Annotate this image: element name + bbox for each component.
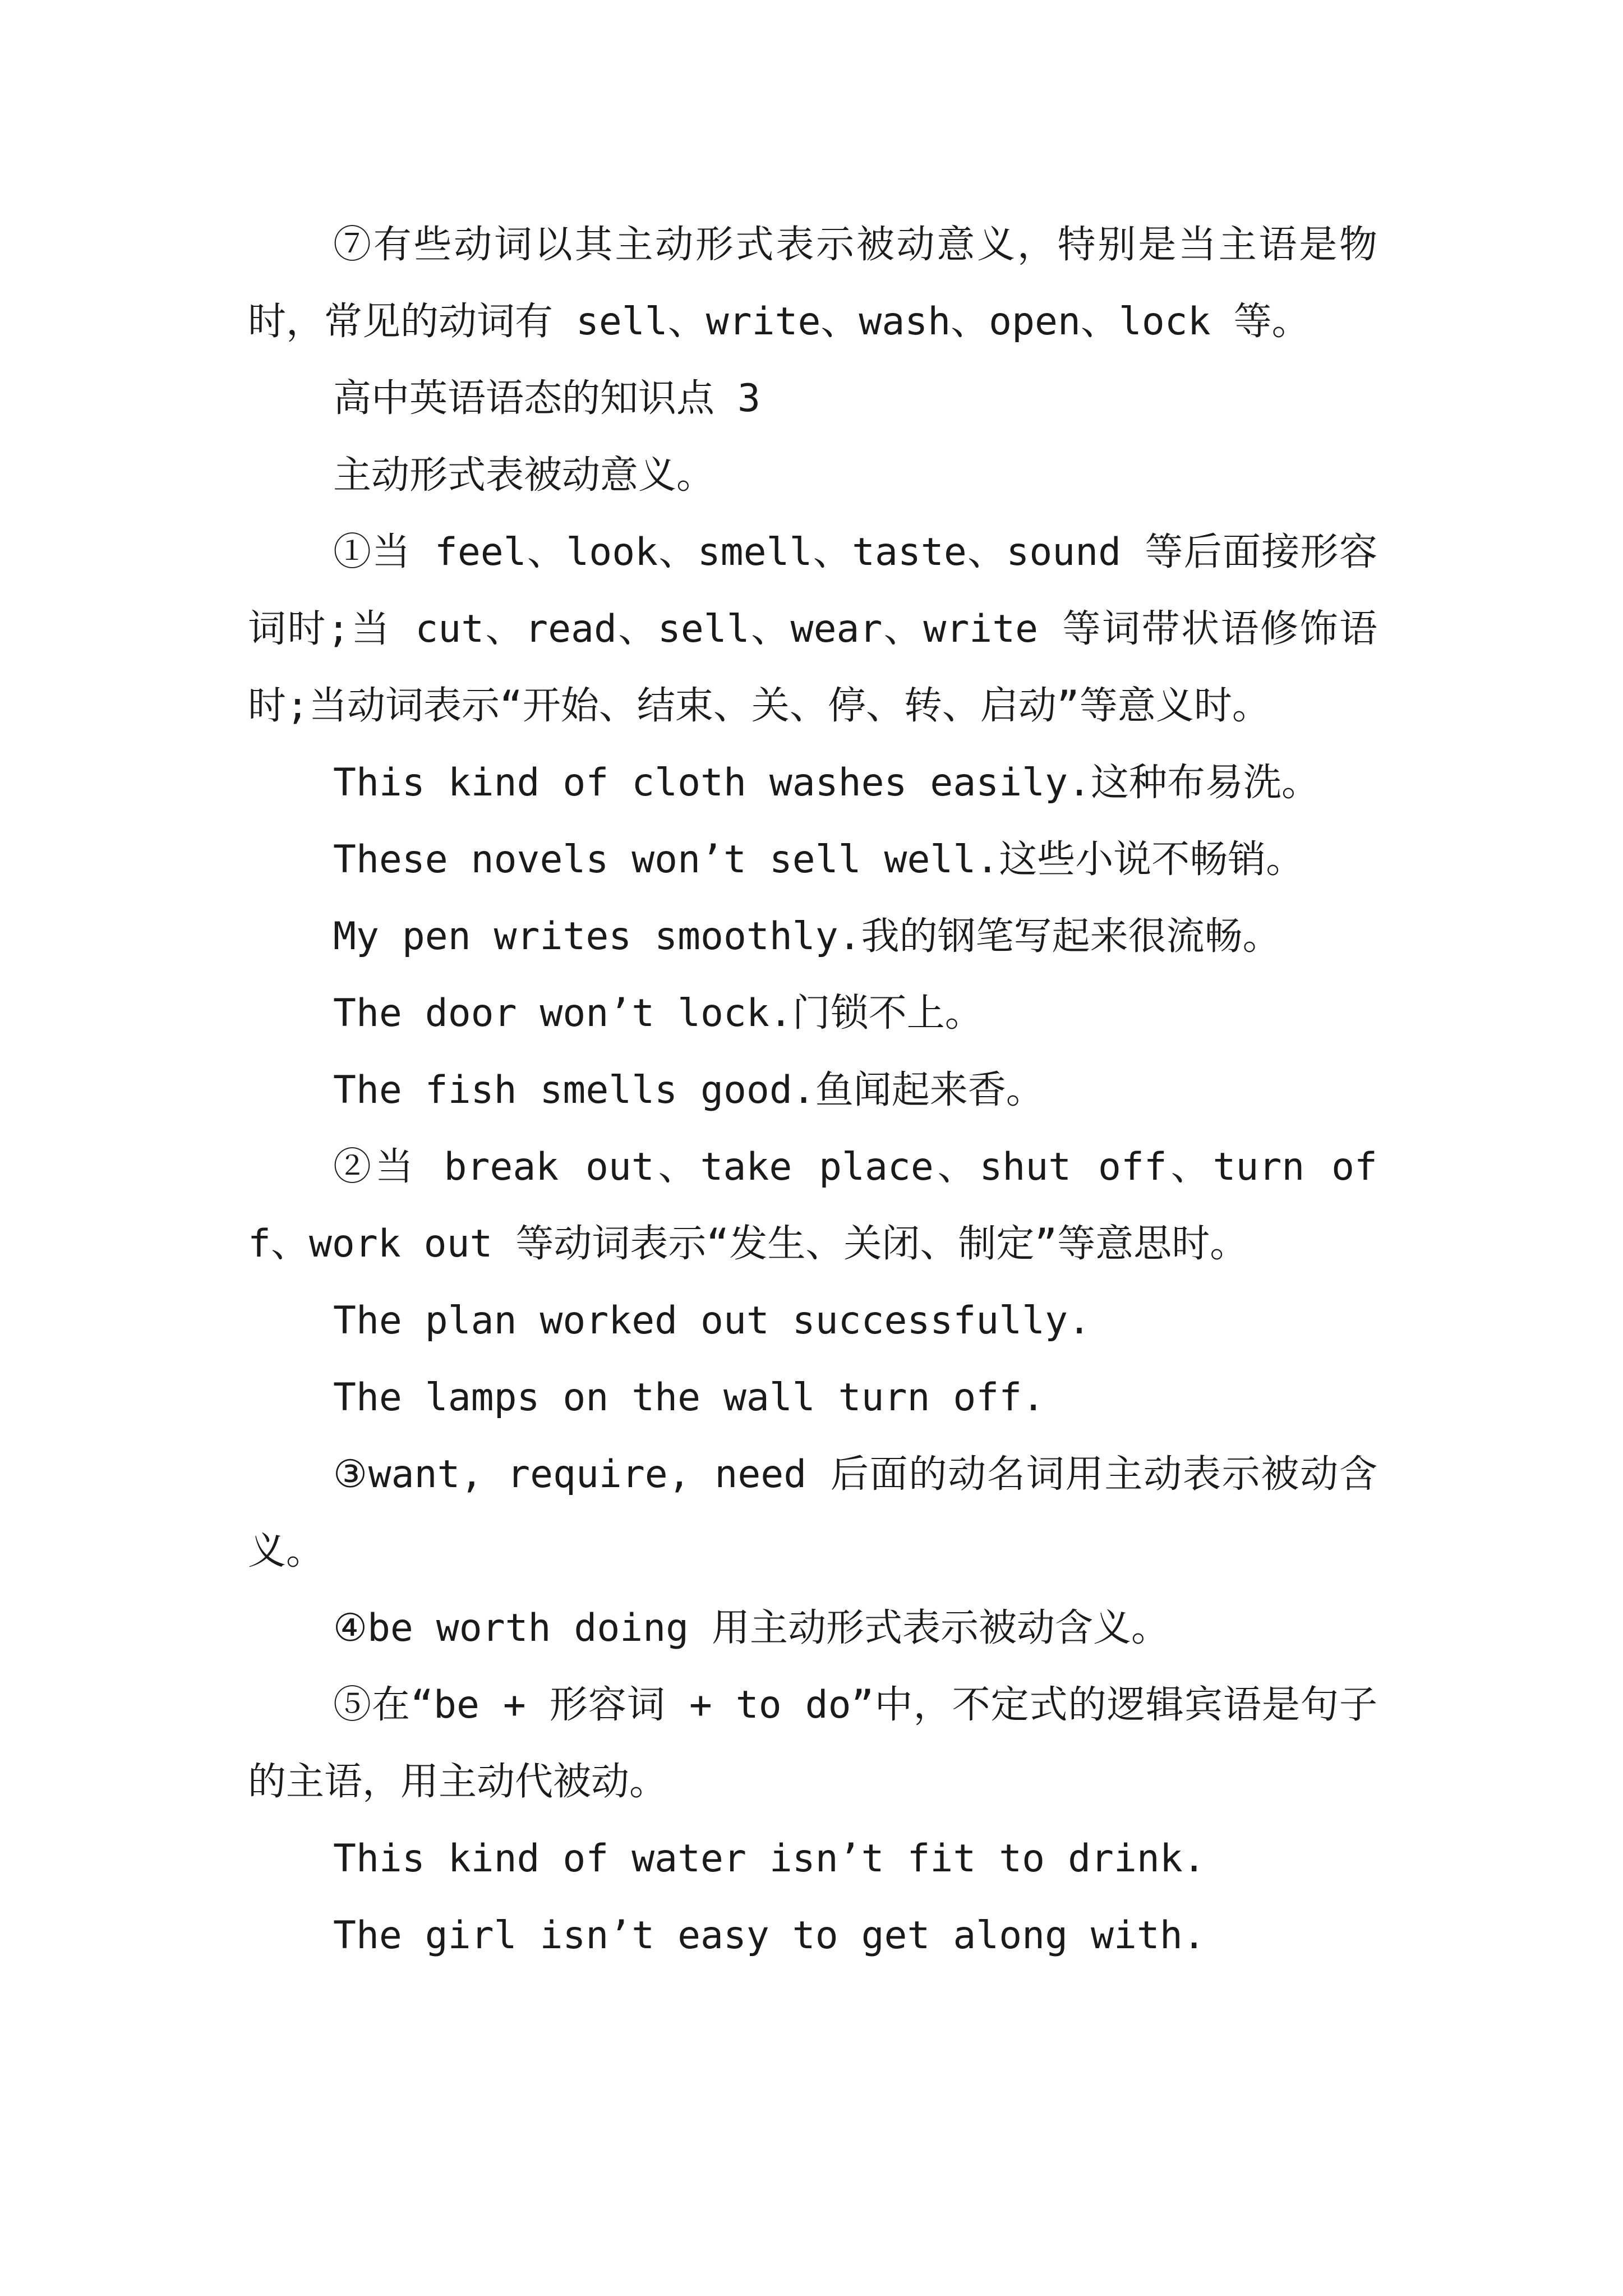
paragraph-rule-4: ④be worth doing 用主动形式表示被动含义。 [333, 1606, 1170, 1650]
example-sentence: The plan worked out successfully. [333, 1299, 1091, 1343]
example-sentence: These novels won’t sell well.这些小说不畅销。 [333, 838, 1304, 882]
paragraph-rule-3: ③want, require, need 后面的动名词用主动表示被动含义。 [248, 1452, 1377, 1573]
example-sentence: This kind of cloth washes easily.这种布易洗。 [333, 761, 1320, 805]
paragraph-rule-1: ①当 feel、look、smell、taste、sound 等后面接形容词时;当 cut、read、sell、wear、write 等词带状语修饰语时;当动词表示“开始、结束、关、停、转、启动”等意义时。 [248, 530, 1377, 728]
paragraph-rule-2: ②当 break out、take place、shut off、turn off、work out 等动词表示“发生、关闭、制定”等意思时。 [248, 1145, 1377, 1266]
example-sentence: The door won’t lock.门锁不上。 [333, 991, 983, 1036]
paragraph-passive-verbs-note: ⑦有些动词以其主动形式表示被动意义，特别是当主语是物时，常见的动词有 sell、write、wash、open、lock 等。 [248, 223, 1377, 344]
example-sentence: The lamps on the wall turn off. [333, 1375, 1045, 1420]
document-body [248, 206, 1377, 1974]
section-heading: 高中英语语态的知识点 3 [333, 376, 760, 421]
example-sentence: The girl isn’t easy to get along with. [333, 1913, 1206, 1958]
example-sentence: This kind of water isn’t fit to drink. [333, 1837, 1206, 1881]
paragraph-rule-5: ⑤在“be + 形容词 + to do”中，不定式的逻辑宾语是句子的主语，用主动代被动。 [248, 1683, 1377, 1804]
example-sentence: My pen writes smoothly.我的钢笔写起来很流畅。 [333, 914, 1281, 959]
section-subheading: 主动形式表被动意义。 [333, 453, 715, 498]
example-sentence: The fish smells good.鱼闻起来香。 [333, 1068, 1044, 1112]
